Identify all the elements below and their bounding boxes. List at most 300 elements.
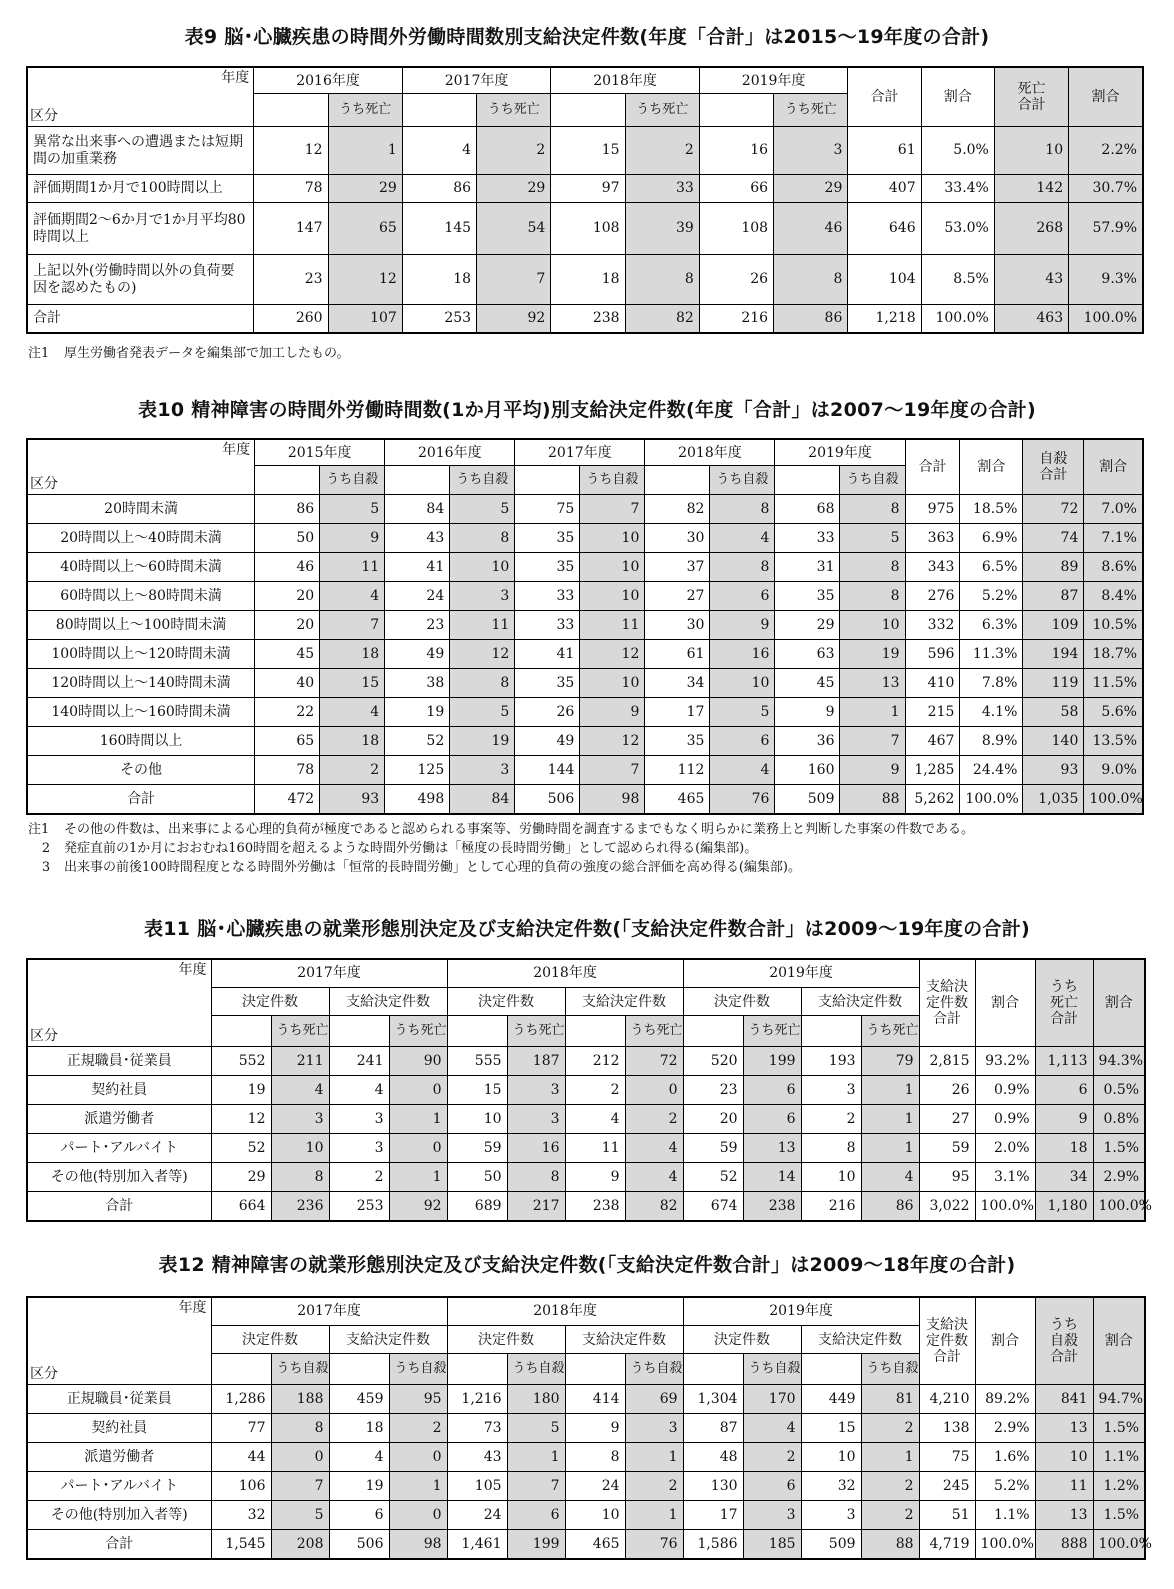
table-cell: 10: [580, 582, 645, 611]
table-cell: 2: [320, 756, 385, 785]
ratio-header: 割合: [1093, 1297, 1145, 1385]
table-cell: 241: [329, 1047, 389, 1076]
table-cell: 2: [389, 1414, 447, 1443]
table-cell: 6.9%: [960, 524, 1023, 553]
table-cell: 6: [743, 1076, 801, 1105]
table-cell: 15: [447, 1076, 507, 1105]
table-cell: 34: [645, 669, 710, 698]
table-row: [27, 203, 1143, 255]
row-label: 合計: [27, 785, 255, 814]
row-label: 80時間以上～100時間未満: [27, 611, 255, 640]
table-cell: 34: [1035, 1163, 1093, 1192]
table-cell: 24.4%: [960, 756, 1023, 785]
table-cell: 5.0%: [921, 127, 994, 175]
table-cell: 3: [329, 1105, 389, 1134]
table-cell: 7.1%: [1084, 524, 1143, 553]
table-cell: 18: [329, 1414, 389, 1443]
table-cell: 10: [580, 669, 645, 698]
table10-corner: [27, 439, 255, 495]
table-cell: 52: [683, 1163, 743, 1192]
table-cell: 1.2%: [1093, 1472, 1145, 1501]
table-cell: 1.5%: [1093, 1501, 1145, 1530]
table-cell: 8: [565, 1443, 625, 1472]
ratio-header: 割合: [975, 1297, 1035, 1385]
table-cell: 54: [477, 203, 551, 255]
table-cell: 2: [861, 1501, 919, 1530]
table-cell: 23: [385, 611, 450, 640]
table-cell: 32: [801, 1472, 861, 1501]
paid-header: 支給決定件数: [801, 1325, 919, 1353]
table-cell: 1: [840, 698, 905, 727]
year-header: 2018年度: [645, 439, 775, 466]
table-cell: 97: [551, 175, 625, 203]
table-cell: 18: [402, 255, 476, 305]
table-cell: 449: [801, 1385, 861, 1414]
table-cell: 38: [385, 669, 450, 698]
table-cell: 82: [625, 305, 699, 333]
table-cell: 6: [1035, 1076, 1093, 1105]
table-cell: 8: [507, 1163, 565, 1192]
sub-header: うち死亡: [271, 1016, 329, 1047]
table-cell: 199: [507, 1530, 565, 1559]
table-cell: 27: [645, 582, 710, 611]
table-cell: 7.0%: [1084, 495, 1143, 524]
table-cell: 93: [320, 785, 385, 814]
decided-header: 決定件数: [447, 1325, 565, 1353]
table-cell: 73: [447, 1414, 507, 1443]
death-total-header: うち死亡合計: [1035, 959, 1093, 1047]
table-cell: 1: [389, 1105, 447, 1134]
row-label: 上記以外(労働時間以外の負荷要因を認めたもの): [27, 255, 254, 305]
year-header: 2018年度: [447, 959, 683, 987]
table-cell: 1,180: [1035, 1192, 1093, 1221]
table-cell: 1,461: [447, 1530, 507, 1559]
decided-header: 決定件数: [683, 987, 801, 1015]
note: 2 発症直前の1か月におおむね160時間を超えるような時間外労働は「極度の長時間労働」として認められ得る(編集部)。: [41, 841, 758, 856]
table-row: [27, 1047, 1145, 1076]
table-row: [27, 175, 1143, 203]
decided-header: 決定件数: [683, 1325, 801, 1353]
table9: [26, 66, 1144, 334]
table-cell: 43: [447, 1443, 507, 1472]
table-cell: 81: [861, 1385, 919, 1414]
table-cell: 596: [905, 640, 960, 669]
table-cell: 9: [565, 1163, 625, 1192]
category-label: 区分: [30, 1365, 58, 1382]
table-row: [27, 1163, 1145, 1192]
table-cell: 24: [447, 1501, 507, 1530]
table-cell: 144: [515, 756, 580, 785]
table-cell: 160: [775, 756, 840, 785]
row-label: 契約社員: [27, 1414, 211, 1443]
row-label: 60時間以上～80時間未満: [27, 582, 255, 611]
table-cell: 94.7%: [1093, 1385, 1145, 1414]
table-cell: 87: [1023, 582, 1084, 611]
table10-title: 表10 精神障害の時間外労働時間数(1か月平均)別支給決定件数(年度「合計」は2007～19年度の合計): [138, 399, 1036, 421]
table-cell: 6: [710, 582, 775, 611]
row-label: 派遣労働者: [27, 1105, 211, 1134]
table-cell: 268: [994, 203, 1068, 255]
note: 3 出来事の前後100時間程度となる時間外労働は「恒常的長時間労働」として心理的負荷の強度の総合評価を高め得る(編集部)。: [41, 860, 801, 875]
table-cell: 1,113: [1035, 1047, 1093, 1076]
table-cell: 0: [271, 1443, 329, 1472]
note: 注1 厚生労働省発表データを編集部で加工したもの。: [28, 346, 350, 361]
paid-header: 支給決定件数: [565, 987, 683, 1015]
decided-header: 決定件数: [211, 1325, 329, 1353]
table-cell: 7: [477, 255, 551, 305]
table-cell: 0: [389, 1501, 447, 1530]
table-cell: 5: [840, 524, 905, 553]
table-cell: 14: [743, 1163, 801, 1192]
table-cell: 52: [385, 727, 450, 756]
table11: [26, 958, 1152, 1222]
table-cell: 238: [551, 305, 625, 333]
sub-header: うち死亡: [743, 1016, 801, 1047]
table-cell: 20: [255, 582, 320, 611]
table-cell: 509: [775, 785, 840, 814]
table-cell: 50: [447, 1163, 507, 1192]
table-cell: 414: [565, 1385, 625, 1414]
table-cell: 5.2%: [960, 582, 1023, 611]
year-header: 2017年度: [211, 959, 447, 987]
table-cell: 1,218: [848, 305, 921, 333]
table-cell: 9: [565, 1414, 625, 1443]
table-cell: 276: [905, 582, 960, 611]
table-cell: 82: [645, 495, 710, 524]
table-cell: 6.5%: [960, 553, 1023, 582]
table-cell: 92: [477, 305, 551, 333]
table11-title: 表11 脳･心臓疾患の就業形態別決定及び支給決定件数(「支給決定件数合計」は2009～19年度の合計): [143, 918, 1031, 940]
table-cell: 33: [775, 524, 840, 553]
table-cell: 31: [775, 553, 840, 582]
table-cell: 1: [625, 1501, 683, 1530]
row-label: 正規職員･従業員: [27, 1385, 211, 1414]
row-label: 評価期間2～6か月で1か月平均80時間以上: [27, 203, 254, 255]
sub-header: うち死亡: [625, 94, 699, 127]
table-cell: 10: [565, 1501, 625, 1530]
table-cell: 8: [450, 524, 515, 553]
table-cell: 29: [775, 611, 840, 640]
table-cell: 16: [710, 640, 775, 669]
table-cell: 107: [328, 305, 402, 333]
table-cell: 119: [1023, 669, 1084, 698]
table-cell: 76: [710, 785, 775, 814]
table-cell: 6: [329, 1501, 389, 1530]
table-cell: 459: [329, 1385, 389, 1414]
table-cell: 7: [271, 1472, 329, 1501]
table-cell: 10: [271, 1134, 329, 1163]
row-label: その他(特別加入者等): [27, 1501, 211, 1530]
table-row: [27, 1414, 1145, 1443]
row-label: 異常な出来事への遭遇または短期間の加重業務: [27, 127, 254, 175]
table-cell: 76: [625, 1530, 683, 1559]
table-cell: 10: [801, 1443, 861, 1472]
paid-header: 支給決定件数: [329, 1325, 447, 1353]
row-label: 合計: [27, 305, 254, 333]
table-cell: 1,586: [683, 1530, 743, 1559]
table-cell: 1: [861, 1105, 919, 1134]
table-cell: 36: [775, 727, 840, 756]
table-cell: 52: [211, 1134, 271, 1163]
table-cell: 199: [743, 1047, 801, 1076]
year-header: 2019年度: [775, 439, 905, 466]
table-cell: 84: [450, 785, 515, 814]
table-cell: 238: [743, 1192, 801, 1221]
table-cell: 4,719: [919, 1530, 975, 1559]
table-cell: 4.1%: [960, 698, 1023, 727]
table-cell: 13.5%: [1084, 727, 1143, 756]
table-cell: 108: [551, 203, 625, 255]
year-header: 2018年度: [447, 1297, 683, 1325]
ratio-header: 割合: [1084, 439, 1143, 495]
table-cell: 10: [447, 1105, 507, 1134]
table-row: [27, 127, 1143, 175]
table-cell: 975: [905, 495, 960, 524]
table-cell: 43: [994, 255, 1068, 305]
table-cell: 2: [625, 127, 699, 175]
paid-header: 支給決定件数: [329, 987, 447, 1015]
table-cell: 17: [645, 698, 710, 727]
table-cell: 35: [515, 553, 580, 582]
table-cell: 187: [507, 1047, 565, 1076]
table-cell: 410: [905, 669, 960, 698]
table-cell: 520: [683, 1047, 743, 1076]
table-cell: 1: [625, 1443, 683, 1472]
table-cell: 4: [625, 1134, 683, 1163]
table-cell: 26: [919, 1076, 975, 1105]
table-cell: 86: [774, 305, 848, 333]
table-cell: 35: [775, 582, 840, 611]
table-cell: 1.6%: [975, 1443, 1035, 1472]
table-cell: 89: [1023, 553, 1084, 582]
sub-header: うち自殺: [625, 1354, 683, 1385]
sub-header: うち死亡: [328, 94, 402, 127]
table-row: [27, 698, 1143, 727]
ratio-header: 割合: [921, 67, 994, 127]
table-cell: 5.2%: [975, 1472, 1035, 1501]
table-cell: 75: [515, 495, 580, 524]
table-cell: 65: [255, 727, 320, 756]
table-cell: 674: [683, 1192, 743, 1221]
table-cell: 13: [743, 1134, 801, 1163]
table-cell: 72: [625, 1047, 683, 1076]
table-cell: 212: [565, 1047, 625, 1076]
table-cell: 1: [328, 127, 402, 175]
table-row: [27, 1501, 1145, 1530]
table-cell: 7.8%: [960, 669, 1023, 698]
table-cell: 138: [919, 1414, 975, 1443]
table-cell: 3: [450, 582, 515, 611]
table-row: [27, 611, 1143, 640]
year-label: 年度: [178, 1300, 207, 1316]
ratio-header: 割合: [960, 439, 1023, 495]
table12-corner: [27, 1297, 211, 1385]
table-cell: 30.7%: [1069, 175, 1143, 203]
table-cell: 35: [515, 669, 580, 698]
table-cell: 3: [774, 127, 848, 175]
table-cell: 463: [994, 305, 1068, 333]
table-cell: 30: [645, 611, 710, 640]
row-label: 20時間以上～40時間未満: [27, 524, 255, 553]
table9-body: [27, 127, 1143, 333]
table-cell: 57.9%: [1069, 203, 1143, 255]
table-cell: 88: [861, 1530, 919, 1559]
table-cell: 49: [385, 640, 450, 669]
table-cell: 3: [801, 1501, 861, 1530]
table-cell: 45: [775, 669, 840, 698]
table-cell: 3: [801, 1076, 861, 1105]
table-cell: 8.9%: [960, 727, 1023, 756]
table-cell: 2: [329, 1163, 389, 1192]
table-cell: 170: [743, 1385, 801, 1414]
table-cell: 888: [1035, 1530, 1093, 1559]
table-cell: 506: [515, 785, 580, 814]
table-cell: 130: [683, 1472, 743, 1501]
row-label: 160時間以上: [27, 727, 255, 756]
table-cell: 4: [320, 698, 385, 727]
sub-header: うち自殺: [840, 466, 905, 495]
table-cell: 98: [389, 1530, 447, 1559]
table-cell: 841: [1035, 1385, 1093, 1414]
table-cell: 552: [211, 1047, 271, 1076]
table-cell: 15: [320, 669, 385, 698]
table9-notes: [28, 344, 349, 363]
decided-header: 決定件数: [447, 987, 565, 1015]
table-cell: 11: [450, 611, 515, 640]
table-cell: 90: [389, 1047, 447, 1076]
table-cell: 44: [211, 1443, 271, 1472]
table-cell: 108: [699, 203, 773, 255]
table-cell: 10: [801, 1163, 861, 1192]
table-cell: 4,210: [919, 1385, 975, 1414]
table-cell: 69: [625, 1385, 683, 1414]
table-cell: 8.6%: [1084, 553, 1143, 582]
table-cell: 35: [515, 524, 580, 553]
sub-header: うち死亡: [861, 1016, 919, 1047]
table-cell: 68: [775, 495, 840, 524]
sub-header: うち自殺: [450, 466, 515, 495]
table-cell: 19: [840, 640, 905, 669]
table-cell: 3: [743, 1501, 801, 1530]
table-cell: 95: [919, 1163, 975, 1192]
table12-body: [27, 1385, 1152, 1559]
table-cell: 98: [580, 785, 645, 814]
table-cell: 8: [271, 1163, 329, 1192]
table9-title: 表9 脳･心臓疾患の時間外労働時間数別支給決定件数(年度「合計」は2015～19年度の合計): [184, 26, 990, 48]
table-cell: 11.3%: [960, 640, 1023, 669]
table-cell: 3: [329, 1134, 389, 1163]
table-cell: 40: [255, 669, 320, 698]
sub-header: うち自殺: [861, 1354, 919, 1385]
table-cell: 142: [994, 175, 1068, 203]
table-row: [27, 553, 1143, 582]
table-cell: 1,035: [1023, 785, 1084, 814]
table-cell: 10: [580, 524, 645, 553]
table-cell: 66: [699, 175, 773, 203]
table-cell: 217: [507, 1192, 565, 1221]
table-cell: 10: [580, 553, 645, 582]
year-header: 2018年度: [551, 67, 700, 94]
table12: [26, 1296, 1152, 1560]
table-cell: 45: [255, 640, 320, 669]
table-cell: 100.0%: [1093, 1530, 1145, 1559]
table-cell: 1,285: [905, 756, 960, 785]
table-cell: 1,286: [211, 1385, 271, 1414]
table-cell: 1.1%: [975, 1501, 1035, 1530]
year-header: 2017年度: [211, 1297, 447, 1325]
table-cell: 0.9%: [975, 1105, 1035, 1134]
ratio-header: 割合: [1093, 959, 1145, 1047]
table-cell: 18: [320, 727, 385, 756]
paid-header: 支給決定件数: [801, 987, 919, 1015]
paid-header: 支給決定件数: [565, 1325, 683, 1353]
table-cell: 2,815: [919, 1047, 975, 1076]
table-cell: 9: [775, 698, 840, 727]
table-row: [27, 1385, 1145, 1414]
table-cell: 5: [450, 698, 515, 727]
table-cell: 29: [774, 175, 848, 203]
table-cell: 72: [1023, 495, 1084, 524]
table-cell: 58: [1023, 698, 1084, 727]
table-cell: 1: [389, 1163, 447, 1192]
table-cell: 33: [515, 582, 580, 611]
table-cell: 5,262: [905, 785, 960, 814]
table-cell: 2: [625, 1105, 683, 1134]
table-cell: 208: [271, 1530, 329, 1559]
row-label: 40時間以上～60時間未満: [27, 553, 255, 582]
table-row: [27, 1530, 1145, 1559]
year-label: 年度: [221, 70, 250, 86]
suicide-total-header: 自殺合計: [1023, 439, 1084, 495]
table-cell: 498: [385, 785, 450, 814]
ratio-header: 割合: [975, 959, 1035, 1047]
table-cell: 6: [743, 1105, 801, 1134]
table-cell: 1,304: [683, 1385, 743, 1414]
table-cell: 1: [861, 1076, 919, 1105]
table-cell: 363: [905, 524, 960, 553]
sub-header: うち自殺: [320, 466, 385, 495]
table-cell: 343: [905, 553, 960, 582]
table-cell: 15: [551, 127, 625, 175]
table-cell: 253: [402, 305, 476, 333]
table-cell: 26: [515, 698, 580, 727]
table-cell: 509: [801, 1530, 861, 1559]
table-cell: 106: [211, 1472, 271, 1501]
table-cell: 18.5%: [960, 495, 1023, 524]
table-row: [27, 255, 1143, 305]
category-label: 区分: [30, 107, 58, 124]
table-cell: 7: [580, 495, 645, 524]
table-cell: 30: [645, 524, 710, 553]
table-cell: 33.4%: [921, 175, 994, 203]
table-row: [27, 1105, 1145, 1134]
table-cell: 12: [254, 127, 328, 175]
table11-corner: [27, 959, 211, 1047]
table-cell: 506: [329, 1530, 389, 1559]
table-cell: 664: [211, 1192, 271, 1221]
table-cell: 15: [801, 1414, 861, 1443]
table-cell: 4: [710, 756, 775, 785]
table-cell: 86: [861, 1192, 919, 1221]
table-cell: 12: [328, 255, 402, 305]
table-cell: 194: [1023, 640, 1084, 669]
row-label: 100時間以上～120時間未満: [27, 640, 255, 669]
table-cell: 4: [320, 582, 385, 611]
table-cell: 1,545: [211, 1530, 271, 1559]
table10-body: [27, 495, 1143, 814]
table-cell: 1: [507, 1443, 565, 1472]
table-cell: 9.0%: [1084, 756, 1143, 785]
